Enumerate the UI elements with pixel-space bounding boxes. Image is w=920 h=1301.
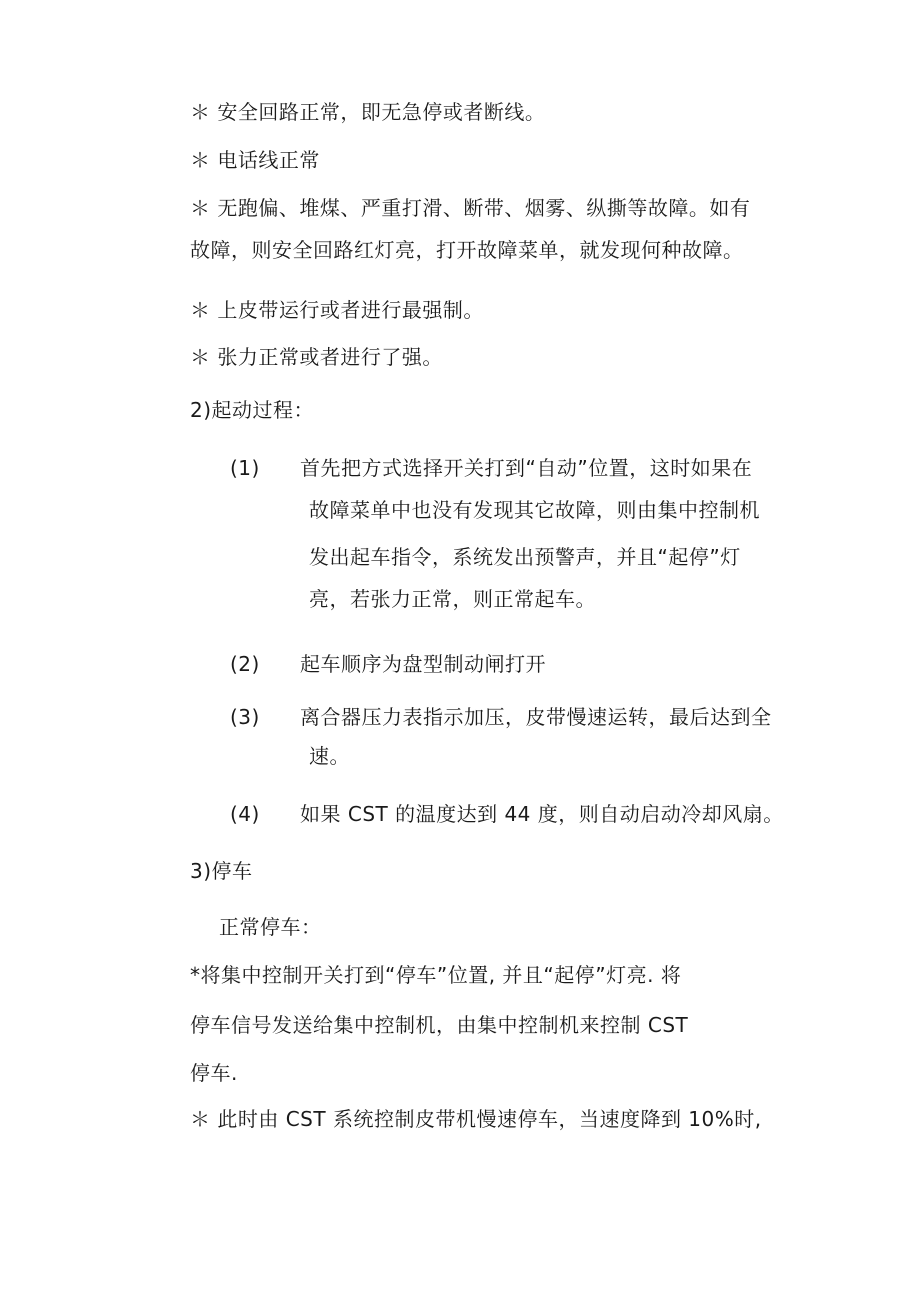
step-3-line1: 离合器压力表指示加压，皮带慢速运转，最后达到全 bbox=[300, 705, 772, 729]
stop-paragraph-line2: 停车信号发送给集中控制机，由集中控制机来控制 CST bbox=[190, 1013, 689, 1037]
step-2-line1: 起车顺序为盘型制动闸打开 bbox=[300, 652, 546, 676]
bullet-faults-line1: ＊ 无跑偏、堆煤、严重打滑、断带、烟雾、纵撕等故障。如有 bbox=[190, 196, 751, 220]
step-number-4: (4) bbox=[230, 802, 260, 826]
bullet-tension: ＊ 张力正常或者进行了强。 bbox=[190, 345, 443, 369]
section-heading-stop: 3)停车 bbox=[190, 859, 253, 883]
step-1-line4: 亮，若张力正常，则正常起车。 bbox=[309, 587, 596, 611]
step-3-line2: 速。 bbox=[309, 744, 350, 768]
step-4-line1: 如果 CST 的温度达到 44 度，则自动启动冷却风扇。 bbox=[300, 802, 784, 826]
step-1-line1: 首先把方式选择开关打到“自动”位置，这时如果在 bbox=[300, 456, 753, 480]
step-1-line3: 发出起车指令，系统发出预警声，并且“起停”灯 bbox=[309, 545, 741, 569]
stop-paragraph-line3: 停车. bbox=[190, 1061, 238, 1085]
bullet-safety-loop: ＊ 安全回路正常，即无急停或者断线。 bbox=[190, 100, 546, 124]
step-number-2: (2) bbox=[230, 652, 260, 676]
step-1-line2: 故障菜单中也没有发现其它故障，则由集中控制机 bbox=[309, 498, 760, 522]
bullet-cst-slow-stop: ＊ 此时由 CST 系统控制皮带机慢速停车，当速度降到 10%时, bbox=[190, 1107, 762, 1131]
normal-stop-label: 正常停车： bbox=[219, 915, 322, 939]
bullet-upper-belt: ＊ 上皮带运行或者进行最强制。 bbox=[190, 298, 484, 322]
section-heading-startup: 2)起动过程： bbox=[190, 398, 315, 422]
stop-paragraph-line1: *将集中控制开关打到“停车”位置, 并且“起停”灯亮. 将 bbox=[190, 963, 682, 987]
bullet-phone-line: ＊ 电话线正常 bbox=[190, 148, 320, 172]
step-number-1: (1) bbox=[230, 456, 260, 480]
step-number-3: (3) bbox=[230, 705, 260, 729]
bullet-faults-line2: 故障，则安全回路红灯亮，打开故障菜单，就发现何种故障。 bbox=[190, 238, 744, 262]
